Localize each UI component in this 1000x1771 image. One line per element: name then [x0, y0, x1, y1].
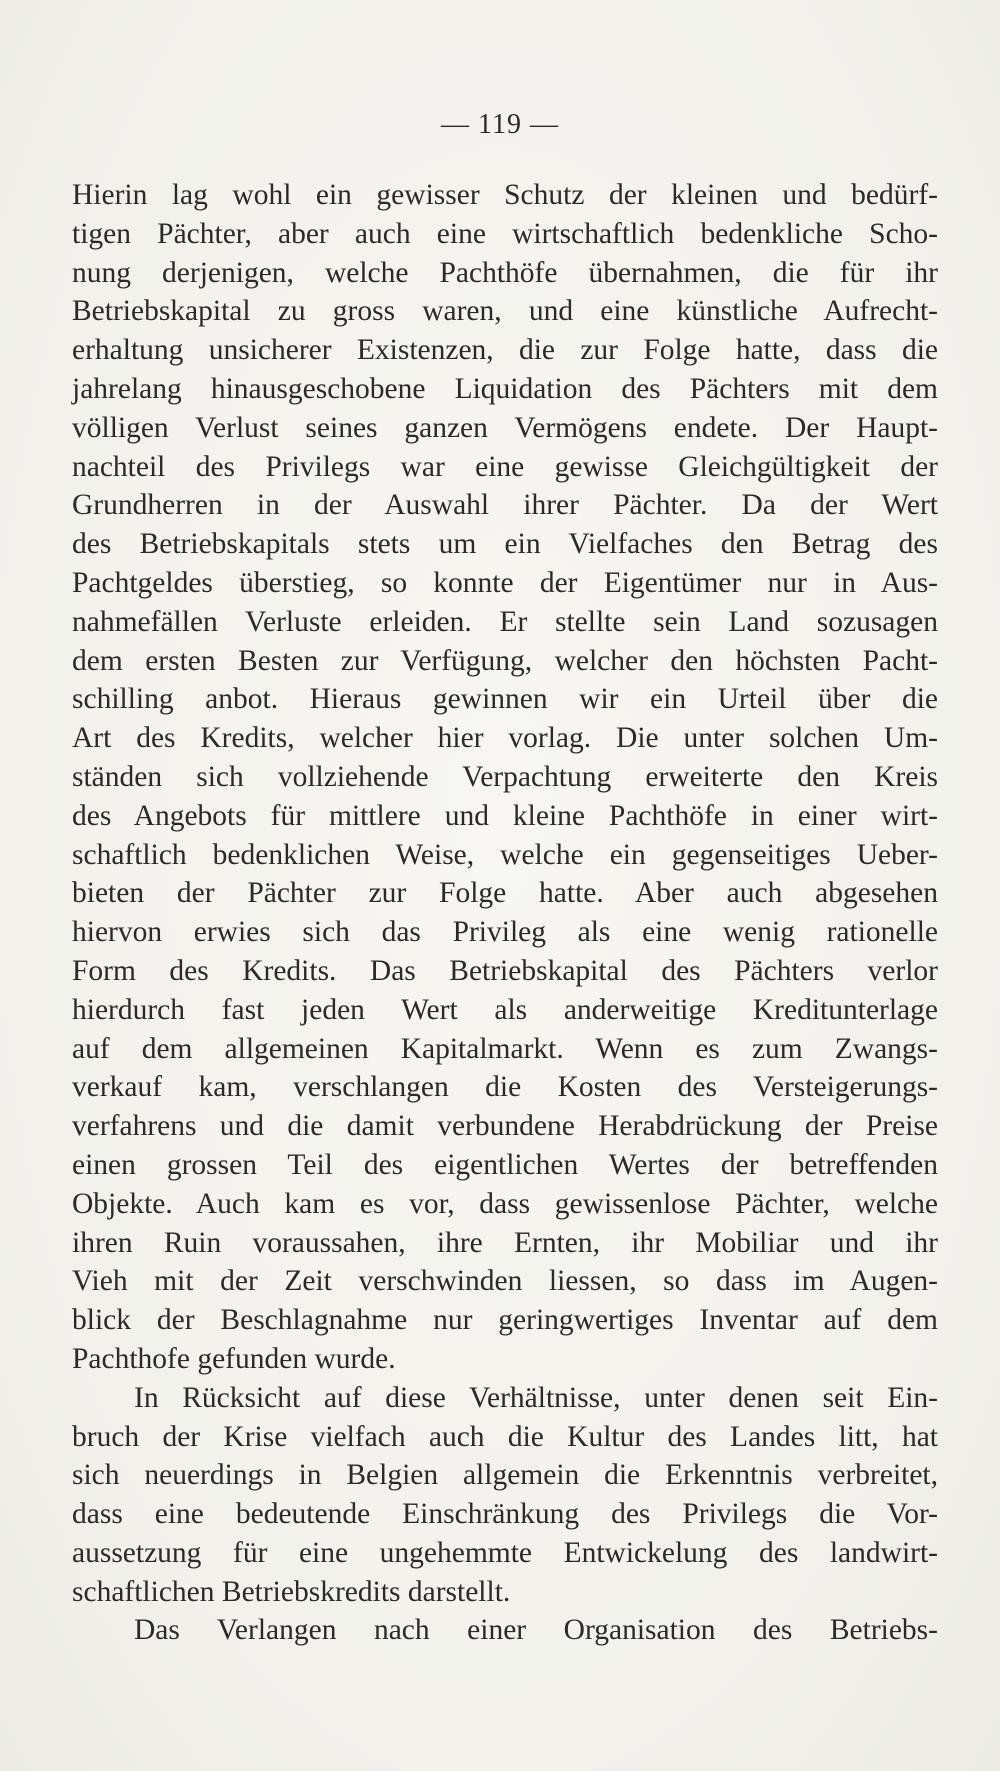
- text-line: nahmefällen Verluste erleiden. Er stellte sein Land sozusagen: [72, 605, 938, 638]
- text-line: Vieh mit der Zeit verschwinden liessen, so dass im Augen-: [72, 1265, 938, 1298]
- text-line: nung derjenigen, welche Pachthöfe übernahmen, die für ihr: [72, 256, 938, 289]
- text-line: dass eine bedeutende Einschränkung des Privilegs die Vor-: [72, 1498, 938, 1531]
- text-line: Hierin lag wohl ein gewisser Schutz der kleinen und bedürf-: [72, 179, 938, 211]
- text-line: schilling anbot. Hieraus gewinnen wir ein Urteil über die: [72, 683, 938, 716]
- text-line: schaftlich bedenklichen Weise, welche ein gegenseitiges Ueber-: [72, 838, 938, 871]
- text-line: dem ersten Besten zur Verfügung, welcher den höchsten Pacht-: [72, 644, 938, 677]
- text-line: tigen Pächter, aber auch eine wirtschaftlich bedenkliche Scho-: [72, 217, 938, 250]
- text-line: ihren Ruin voraussahen, ihre Ernten, ihr Mobiliar und ihr: [72, 1226, 938, 1259]
- text-line: hiervon erwies sich das Privileg als eine wenig rationelle: [72, 916, 938, 949]
- page-number: — 119 —: [441, 109, 559, 140]
- text-line: jahrelang hinausgeschobene Liquidation des Pächters mit dem: [72, 372, 938, 405]
- text-line: Betriebskapital zu gross waren, und eine künstliche Aufrecht-: [72, 295, 938, 328]
- text-line: verfahrens und die damit verbundene Herabdrückung der Preise: [72, 1110, 938, 1143]
- text-line: Objekte. Auch kam es vor, dass gewissenlose Pächter, welche: [72, 1187, 938, 1220]
- text-line: völligen Verlust seines ganzen Vermögens endete. Der Haupt-: [72, 411, 938, 444]
- text-line: Pachthofe gefunden wurde.: [72, 1342, 396, 1375]
- text-line: blick der Beschlagnahme nur geringwertiges Inventar auf dem: [72, 1304, 938, 1337]
- text-line: Das Verlangen nach einer Organisation des Betriebs-: [134, 1614, 938, 1647]
- text-line: nachteil des Privilegs war eine gewisse Gleichgültigkeit der: [72, 450, 938, 483]
- text-line: des Betriebskapitals stets um ein Vielfaches den Betrag des: [72, 528, 938, 561]
- text-line: bieten der Pächter zur Folge hatte. Aber auch abgesehen: [72, 877, 938, 910]
- text-line: Form des Kredits. Das Betriebskapital des Pächters verlor: [72, 954, 938, 987]
- text-line: bruch der Krise vielfach auch die Kultur des Landes litt, hat: [72, 1420, 938, 1453]
- text-line: Pachtgeldes überstieg, so konnte der Eigentümer nur in Aus-: [72, 566, 938, 599]
- body-text: [72, 176, 938, 1650]
- text-line: aussetzung für eine ungehemmte Entwickelung des landwirt-: [72, 1536, 938, 1569]
- text-line: sich neuerdings in Belgien allgemein die Erkenntnis verbreitet,: [72, 1459, 938, 1492]
- text-line: des Angebots für mittlere und kleine Pachthöfe in einer wirt-: [72, 799, 938, 832]
- text-line: schaftlichen Betriebskredits darstellt.: [72, 1575, 511, 1608]
- text-line: einen grossen Teil des eigentlichen Wertes der betreffenden: [72, 1148, 938, 1181]
- text-line: erhaltung unsicherer Existenzen, die zur Folge hatte, dass die: [72, 334, 938, 367]
- text-line: Grundherren in der Auswahl ihrer Pächter. Da der Wert: [72, 489, 938, 522]
- text-line: auf dem allgemeinen Kapitalmarkt. Wenn es zum Zwangs-: [72, 1032, 938, 1065]
- text-line: In Rücksicht auf diese Verhältnisse, unter denen seit Ein-: [134, 1381, 938, 1414]
- text-line: ständen sich vollziehende Verpachtung erweiterte den Kreis: [72, 760, 938, 793]
- text-line: hierdurch fast jeden Wert als anderweitige Kreditunterlage: [72, 993, 938, 1026]
- text-line: Art des Kredits, welcher hier vorlag. Die unter solchen Um-: [72, 722, 938, 755]
- text-line: verkauf kam, verschlangen die Kosten des Versteigerungs-: [72, 1071, 938, 1104]
